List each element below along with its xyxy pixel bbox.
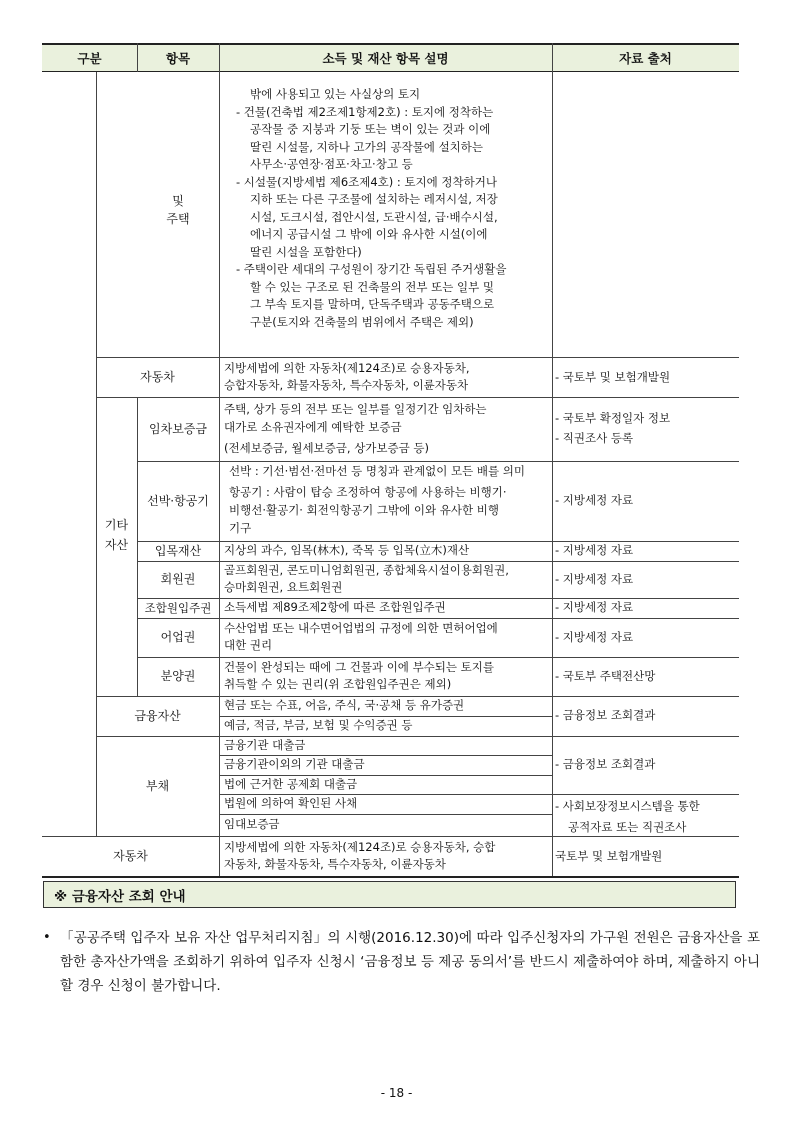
- fishing-right-source: - 지방세정 자료: [555, 630, 634, 644]
- land-desc-line: 딸린 시설을 포함한다): [250, 244, 362, 259]
- debt-source-2: [555, 796, 700, 838]
- debt-row-3: 법에 근거한 공제회 대출금: [224, 777, 358, 791]
- land-desc-line: 사무소·공연장·점포·차고·창고 등: [250, 157, 413, 171]
- lease-desc-line: (전세보증금, 월세보증금, 상가보증금 등): [224, 441, 429, 455]
- presale-desc-line: 건물이 완성되는 때에 그 건물과 이에 부수되는 토지를: [224, 660, 494, 674]
- ship-aircraft-label: 선박·항공기: [147, 493, 209, 508]
- lease-source-line: - 직권조사 등록: [555, 431, 634, 445]
- union-right-desc: 소득세법 제89조제2항에 따른 조합원입주권: [224, 600, 446, 614]
- car1-source: - 국토부 및 보험개발원: [555, 370, 671, 384]
- land-desc-line: - 주택이란 세대의 구성원이 장기간 독립된 주거생활을: [236, 262, 507, 276]
- membership-label: 회원권: [160, 572, 196, 586]
- debt-row-4: 법원에 의하여 확인된 사채: [224, 796, 358, 810]
- land-desc-line: 지하 또는 다른 구조물에 설치하는 레저시설, 저장: [250, 192, 498, 206]
- timber-source: - 지방세정 자료: [555, 543, 634, 557]
- land-desc-line: 구분(토지와 건축물의 범위에서 주택은 제외): [250, 314, 474, 329]
- presale-desc-line: 취득할 수 있는 권리(위 조합원입주권은 제외): [224, 677, 452, 691]
- ship-desc-line: 비행선·활공기· 회전익항공기 그밖에 이와 유사한 비행: [229, 503, 499, 517]
- land-desc-line: 딸린 시설물, 지하나 고가의 공작물에 설치하는: [250, 139, 484, 154]
- presale-right-label: 분양권: [160, 669, 196, 683]
- financial-source: - 금융정보 조회결과: [555, 708, 656, 722]
- ship-desc-line: 기구: [229, 521, 252, 535]
- header-description: 소득 및 재산 항목 설명: [322, 50, 449, 66]
- page-number: - 18 -: [380, 1086, 413, 1100]
- land-desc-line: 에너지 공급시설 그 밖에 이와 유사한 시설(이에: [250, 227, 488, 241]
- membership-desc: [224, 562, 509, 596]
- presale-right-source: - 국토부 주택전산망: [555, 669, 656, 683]
- ship-aircraft-desc: [229, 462, 525, 537]
- debt-row-5: 임대보증금: [224, 817, 280, 831]
- union-right-label: 조합원입주권: [144, 600, 212, 615]
- land-desc-line: 밖에 사용되고 있는 사실상의 토지: [250, 87, 421, 101]
- car2-source: 국토부 및 보험개발원: [555, 849, 663, 863]
- notice-paragraph: 「공공주택 입주자 보유 자산 업무처리지침」의 시행(2016.12.30)에 따라 입주신청자의 가구원 전원은 금융자산을 포함한 총자산가액을 조회하기 위하여 입주자 신청시 ‘금융정보 등 제공 동의서’를 반드시 제출하여야 하며, 제출하지 아니할 경우 신청이 불가합니다.: [60, 930, 760, 994]
- ship-aircraft-source: - 지방세정 자료: [555, 493, 634, 507]
- land-desc-line: 그 부속 토지를 말하며, 단독주택과 공동주택으로: [250, 297, 495, 311]
- land-desc: [228, 86, 506, 331]
- lease-deposit-label: 임차보증금: [149, 421, 207, 436]
- land-desc-line: - 건물(건축법 제2조제1항제2호) : 토지에 정착하는: [236, 104, 494, 119]
- car2-desc: [224, 839, 495, 873]
- membership-desc-line: 골프회원권, 콘도미니엄회원권, 종합체육시설이용회원권,: [224, 563, 509, 577]
- membership-source: - 지방세정 자료: [555, 572, 634, 586]
- presale-right-desc: [224, 659, 494, 693]
- land-housing-label: [137, 185, 219, 235]
- lease-source-line: - 국토부 확정일자 정보: [555, 411, 671, 425]
- financial-row-1: 현금 또는 수표, 어음, 주식, 국·공채 등 유가증권: [224, 698, 465, 712]
- financial-label: 금융자산: [134, 708, 181, 723]
- fishing-right-desc: [224, 620, 498, 654]
- header-category: 구분: [77, 50, 102, 66]
- financial-row-2: 예금, 적금, 부금, 보험 및 수익증권 등: [224, 718, 413, 732]
- notice-bullet: •: [43, 930, 51, 945]
- land-label-line2: 주택: [166, 212, 190, 226]
- financial-notice-title: ※ 금융자산 조회 안내: [43, 881, 736, 908]
- debt-row-2: 금융기관이외의 기관 대출금: [224, 757, 365, 771]
- car1-label: 자동차: [140, 369, 175, 384]
- timber-label: 입목재산: [154, 543, 202, 558]
- timber-desc: 지상의 과수, 임목(林木), 죽목 등 입목(立木)재산: [224, 543, 470, 557]
- lease-deposit-desc: [224, 400, 487, 457]
- union-right-source: - 지방세정 자료: [555, 600, 634, 614]
- car1-desc: [224, 360, 470, 394]
- debt-source-2-line: - 사회보장정보시스템을 통한: [555, 799, 700, 813]
- land-desc-line: 공작물 중 지붕과 기둥 또는 벽이 있는 것과 이에: [250, 122, 491, 136]
- land-desc-line: 할 수 있는 구조로 된 건축물의 전부 또는 일부 및: [250, 279, 494, 294]
- header-source: 자료 출처: [619, 50, 672, 66]
- other-assets-label: [96, 500, 137, 570]
- fishing-right-label: 어업권: [160, 630, 196, 644]
- debt-label: 부채: [145, 778, 170, 793]
- car2-desc-line: 자동차, 화물자동차, 특수자동차, 이륜자동차: [224, 857, 446, 871]
- ship-desc-line: 항공기 : 사람이 탑승 조정하여 항공에 사용하는 비행기·: [229, 485, 507, 499]
- debt-source-2-line: 공적자료 또는 직권조사: [568, 820, 687, 834]
- land-desc-line: - 시설물(지방세법 제6조제4호) : 토지에 정착하거나: [236, 174, 497, 189]
- car1-desc-line: 지방세법에 의한 자동차(제124조)로 승용자동차,: [224, 361, 470, 375]
- lease-desc-line: 대가로 소유권자에게 예탁한 보증금: [224, 420, 402, 434]
- ship-desc-line: 선박 : 기선·범선·전마선 등 명칭과 관계없이 모든 배를 의미: [229, 464, 525, 478]
- header-item: 항목: [165, 50, 191, 66]
- land-desc-line: 시설, 도크시설, 접안시설, 도관시설, 급·배수시설,: [250, 209, 498, 224]
- fishing-desc-line: 대한 권리: [224, 638, 273, 652]
- other-label-line2: 자산: [104, 538, 129, 552]
- other-label-line1: 기타: [104, 518, 129, 532]
- col-divider-source: [552, 72, 553, 876]
- lease-desc-line: 주택, 상가 등의 전부 또는 일부를 일정기간 임차하는: [224, 402, 487, 416]
- debt-source-1: - 금융정보 조회결과: [555, 757, 656, 771]
- car2-desc-line: 지방세법에 의한 자동차(제124조)로 승용자동차, 승합: [224, 840, 496, 854]
- membership-desc-line: 승마회원권, 요트회원권: [224, 580, 343, 594]
- car1-desc-line: 승합자동차, 화물자동차, 특수자동차, 이륜자동차: [224, 378, 469, 392]
- debt-row-1: 금융기관 대출금: [224, 738, 306, 752]
- land-label-line1: 및: [172, 194, 184, 208]
- lease-deposit-source: [555, 408, 670, 448]
- fishing-desc-line: 수산업법 또는 내수면어업법의 규정에 의한 면허어업에: [224, 621, 498, 635]
- car2-label: 자동차: [113, 848, 148, 863]
